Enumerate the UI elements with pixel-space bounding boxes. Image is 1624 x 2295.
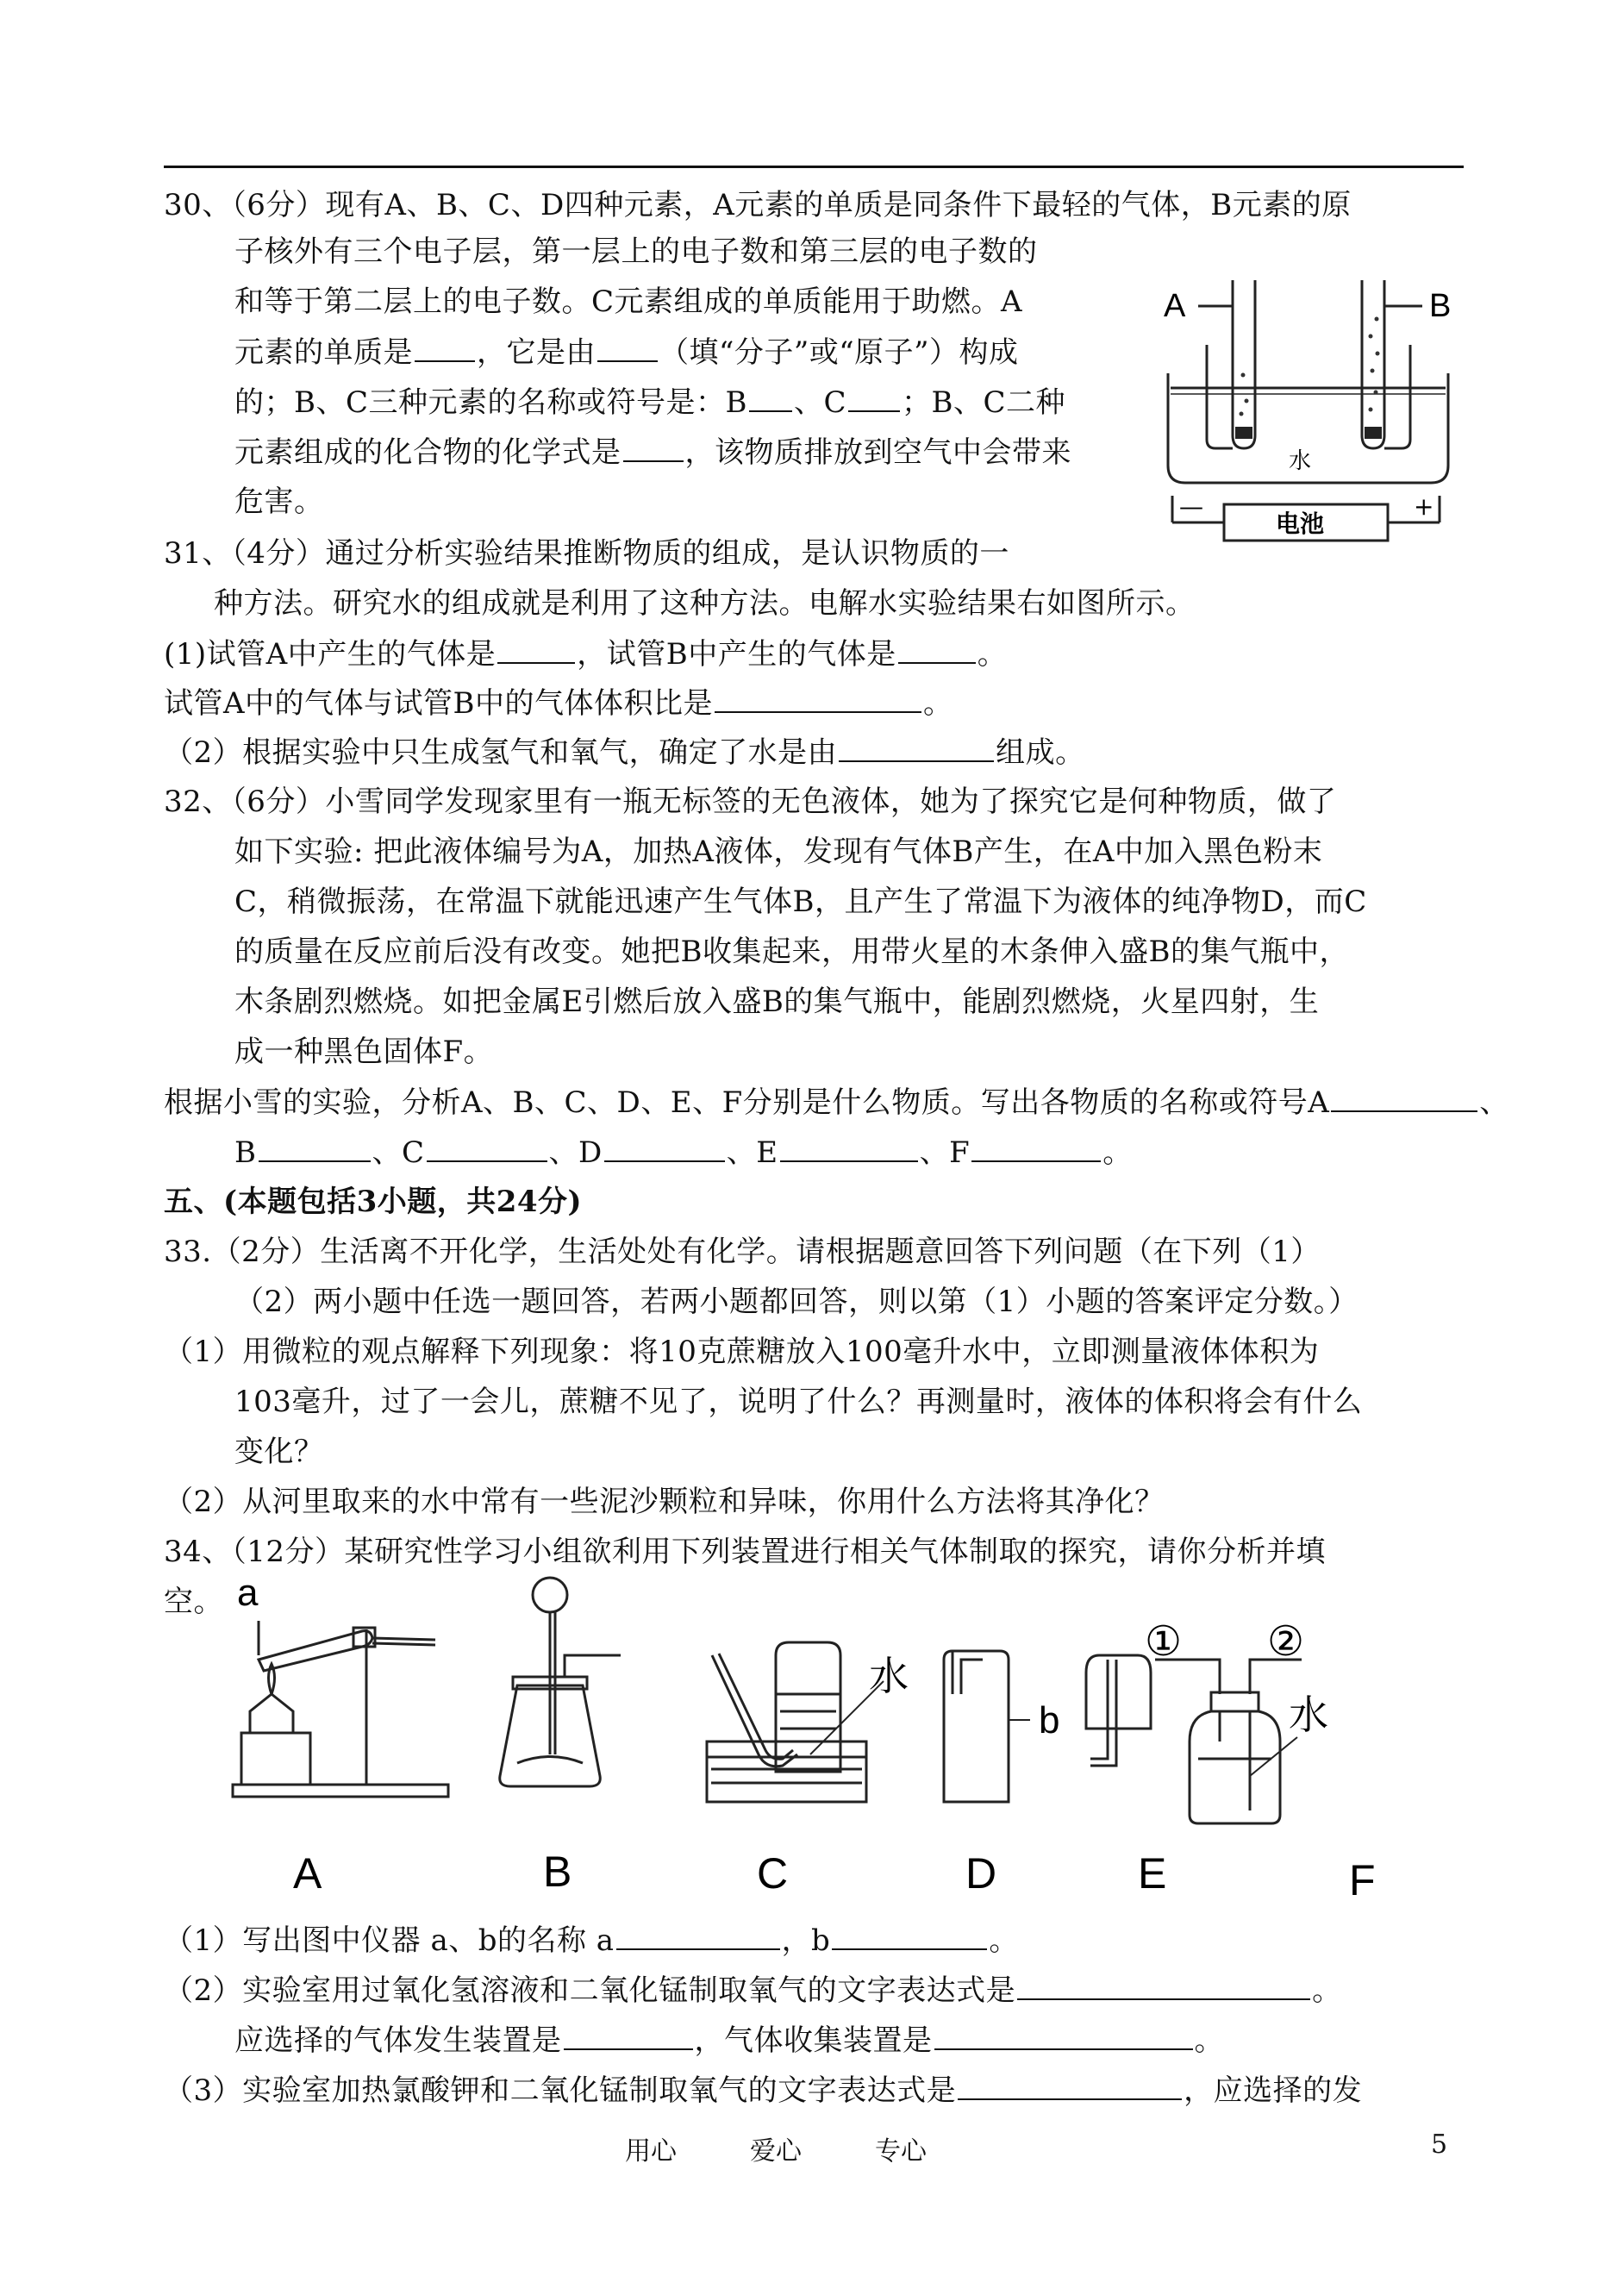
label-f: F [1349,1856,1376,1904]
text: B [234,1135,257,1170]
answer-blank[interactable] [597,335,658,362]
tube-b [1362,280,1384,448]
answer-blank[interactable] [564,2023,693,2050]
text: 、 [1479,1085,1509,1120]
label-c: C [757,1849,789,1898]
q32-line8 [234,1135,1133,1170]
electrode-a [1235,427,1252,439]
text: 32、（6分）小雪同学发现家里有一瓶无标签的无色液体，她为了探究它是何种物质，做了 [164,785,1337,819]
q34-line4 [164,1973,1342,2008]
label-e: E [1138,1849,1167,1898]
text: ，试管B中产生的气体是 [577,637,896,672]
text: 33.（2分）生活离不开化学，生活处处有化学。请根据题意回答下列问题（在下列（1） [164,1235,1321,1269]
answer-blank[interactable] [780,1135,918,1162]
answer-blank[interactable] [259,1135,371,1162]
text: 子核外有三个电子层，第一层上的电子数和第三层的电子数的 [234,235,1038,269]
q31-line2 [214,586,1196,621]
q30-line5 [234,385,1065,420]
q30-line3 [234,285,1022,319]
text: 组成。 [996,735,1085,770]
q33-line1 [164,1235,1321,1269]
label-d: D [965,1849,997,1898]
text: 34、（12分）某研究性学习小组欲利用下列装置进行相关气体制取的探究，请你分析并填 [164,1535,1327,1569]
q33-line3 [164,1335,1319,1369]
text: ，它是由 [477,335,596,370]
answer-blank[interactable] [832,1923,987,1950]
label-b: B [543,1848,572,1896]
tube-a-label: A [1164,288,1186,324]
water-label-c: 水 [869,1653,909,1699]
apparatus-f [1155,1660,1302,1823]
answer-blank[interactable] [749,385,792,412]
answer-blank[interactable] [415,335,475,362]
q34-line1 [164,1535,1326,1569]
text: ；B、C二种 [902,385,1065,420]
text: （1）用微粒的观点解释下列现象：将10克蔗糖放入100毫升水中，立即测量液体体积为 [164,1335,1320,1369]
text: （1）写出图中仪器 a、b的名称 a [164,1923,615,1958]
q32-line4 [234,935,1349,969]
q32-line3 [234,885,1367,919]
text: 的质量在反应前后没有改变。她把B收集起来，用带火星的木条伸入盛B的集气瓶中， [234,935,1349,969]
q33-line4 [234,1385,1362,1419]
answer-blank[interactable] [715,685,921,713]
q33-line5 [234,1435,324,1469]
apparatus-e [1086,1655,1151,1766]
text: 的；B、C三种元素的名称或符号是：B [234,385,747,420]
text: ，气体收集装置是 [694,2023,933,2058]
q31-line1 [164,536,1009,571]
text: 。 [989,1923,1019,1958]
q31-line4 [164,685,953,721]
apparatus-diagram [224,1569,1534,1905]
q33-line2 [234,1285,1359,1319]
q34-line6 [164,2073,1362,2108]
q31-line3 [164,636,1007,672]
answer-blank[interactable] [623,435,684,462]
port-2: ② [1267,1617,1305,1666]
text: 、F [919,1135,971,1170]
text: 。 [1194,2023,1224,2058]
text: 30、（6分）现有A、B、C、D四种元素，A元素的单质是同条件下最轻的气体，B元素的原 [164,188,1352,222]
text: 。 [1312,1973,1342,2008]
q30-line6 [234,435,1071,470]
apparatus-b [500,1578,621,1786]
text: 变化？ [234,1435,324,1469]
apparatus-a [233,1621,448,1797]
text: ，应选择的发 [1184,2073,1363,2108]
water-label-f: 水 [1289,1692,1328,1738]
text: （填“分子”或“原子”）构成 [659,335,1019,370]
answer-blank[interactable] [616,1923,780,1950]
answer-blank[interactable] [604,1135,725,1162]
answer-blank[interactable] [934,2023,1193,2050]
answer-blank[interactable] [898,636,976,664]
text: 、C [793,385,846,420]
text: （2）两小题中任选一题回答，若两小题都回答，则以第（1）小题的答案评定分数。） [234,1285,1359,1319]
answer-blank[interactable] [1017,1973,1310,2000]
text: 五、(本题包括3小题，共24分) [164,1185,583,1219]
text: 。 [977,637,1008,672]
answer-blank[interactable] [971,1135,1101,1162]
mark-a: a [237,1572,259,1614]
text: 、E [726,1135,778,1170]
q31-line5 [164,735,1085,770]
page-number: 5 [1431,2129,1448,2160]
tube-a [1233,280,1255,448]
q33-line6 [164,1485,1165,1519]
q34-line3 [164,1923,1019,1958]
minus-sign: — [1179,492,1203,521]
q34-line5 [234,2023,1224,2058]
electrode-b [1365,427,1382,439]
text: 试管A中的气体与试管B中的气体体积比是 [164,686,714,721]
q30-line4 [234,335,1019,370]
header-rule [164,166,1464,168]
gas-bubbles [1240,317,1380,416]
water-label: 水 [1289,448,1312,474]
answer-blank[interactable] [497,636,575,664]
port-1: ① [1145,1617,1183,1666]
answer-blank[interactable] [848,385,900,412]
q34-line2 [164,1585,223,1619]
q30-line1 [164,188,1352,222]
text: 。 [923,686,953,721]
answer-blank[interactable] [427,1135,547,1162]
q30-line7 [234,485,324,519]
text: 空。 [164,1585,223,1619]
text: ，b [781,1923,831,1958]
q32-line1 [164,785,1336,819]
text: C，稍微振荡，在常温下就能迅速产生气体B，且产生了常温下为液体的纯净物D，而C [234,885,1367,919]
text: 元素组成的化合物的化学式是 [234,435,621,470]
text: 、D [548,1135,603,1170]
mark-b: b [1039,1699,1060,1742]
q30-line2 [234,235,1038,269]
text: （3）实验室加热氯酸钾和二氧化锰制取氧气的文字表达式是 [164,2073,957,2108]
text: 危害。 [234,485,324,519]
answer-blank[interactable] [839,735,994,762]
q32-line2 [234,835,1322,869]
text: 。 [1102,1135,1133,1170]
answer-blank[interactable] [1331,1085,1477,1112]
text: 种方法。研究水的组成就是利用了这种方法。电解水实验结果右如图所示。 [214,586,1196,621]
text: 成一种黑色固体F。 [234,1035,494,1069]
footer-word: 专心 [875,2136,927,2167]
q32-line6 [234,1035,493,1069]
battery-label: 电池 [1276,510,1325,538]
apparatus-d [944,1651,1030,1802]
answer-blank[interactable] [958,2073,1182,2100]
section-heading [164,1185,582,1219]
label-a: A [293,1849,322,1898]
footer-word: 用心 [625,2136,677,2167]
text: （2）实验室用过氧化氢溶液和二氧化锰制取氧气的文字表达式是 [164,1973,1016,2008]
text: 和等于第二层上的电子数。C元素组成的单质能用于助燃。A [234,285,1023,319]
text: 31、（4分）通过分析实验结果推断物质的组成，是认识物质的一 [164,536,1009,571]
q32-line7 [164,1085,1509,1120]
text: ，该物质排放到空气中会带来 [684,435,1071,470]
text: 103毫升，过了一会儿，蔗糖不见了，说明了什么？再测量时，液体的体积将会有什么 [234,1385,1363,1419]
text: （2）从河里取来的水中常有一些泥沙颗粒和异味，你用什么方法将其净化？ [164,1485,1165,1519]
text: 根据小雪的实验，分析A、B、C、D、E、F分别是什么物质。写出各物质的名称或符号A [164,1085,1330,1120]
apparatus-c [707,1642,884,1802]
text: (1)试管A中产生的气体是 [164,637,497,672]
text: 如下实验: 把此液体编号为A，加热A液体，发现有气体B产生，在A中加入黑色粉末 [234,835,1323,869]
text: （2）根据实验中只生成氢气和氧气，确定了水是由 [164,735,838,770]
q32-line5 [234,985,1319,1019]
electrolysis-diagram [1155,272,1465,565]
text: 、C [372,1135,425,1170]
text: 木条剧烈燃烧。如把金属E引燃后放入盛B的集气瓶中，能剧烈燃烧，火星四射，生 [234,985,1320,1019]
text: 应选择的气体发生装置是 [234,2023,562,2058]
text: 元素的单质是 [234,335,413,370]
plus-sign: + [1414,492,1434,521]
footer-word: 爱心 [750,2136,802,2167]
tube-b-label: B [1429,288,1452,324]
